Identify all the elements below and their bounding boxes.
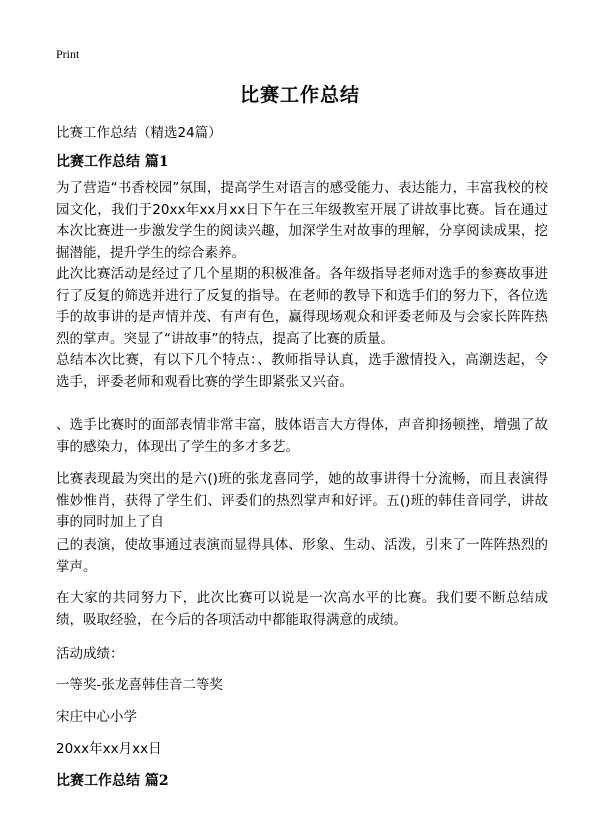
paragraph-4: 、选手比赛时的面部表情非常丰富，肢体语言大方得体，声音抑扬顿挫，增强了故事的感染力，体现出了学生的多才多艺。 — [56, 417, 548, 455]
paragraph-1: 为了营造“书香校园”氛围，提高学生对语言的感受能力、表达能力，丰富我校的校园文化，我们于20xx年xx月xx日下午在三年级教室开展了讲故事比赛。旨在通过本次比赛进一步激发学生的阅读兴趣，加深学生对故事的理解，分享阅读成果，挖掘潜能，提升学生的综合素养。 — [56, 180, 548, 261]
paragraph-7: 在大家的共同努力下，此次比赛可以说是一次高水平的比赛。我们要不断总结成绩，吸取经验，在今后的各项活动中都能取得满意的成绩。 — [56, 590, 548, 628]
paragraph-6: 己的表演，使故事通过表演而显得具体、形象、生动、活泼，引来了一阵阵热烈的掌声。 — [56, 537, 548, 575]
school-name: 宋庄中心小学 — [56, 709, 137, 725]
print-link[interactable]: Print — [56, 47, 80, 61]
paragraph-5: 比赛表现最为突出的是六()班的张龙喜同学，她的故事讲得十分流畅，而且表演得惟妙惟肖，获得了学生们、评委们的热烈掌声和好评。五()班的韩佳音同学，讲故事的同时加上了自 — [56, 471, 548, 530]
document-subtitle: 比赛工作总结（精选24篇） — [56, 125, 222, 141]
section-heading-2: 比赛工作总结 篇2 — [56, 773, 169, 789]
paragraph-2: 此次比赛活动是经过了几个星期的积极准备。各年级指导老师对选手的参赛故事进行了反复的筛选并进行了反复的指导。在老师的教导下和选手们的努力下，各位选手的故事讲的是声情并茂、有声有色，赢得现场观众和评委老师及与会家长阵阵热烈的掌声。突显了“讲故事”的特点，提高了比赛的质量。 — [56, 266, 548, 347]
section-heading-1: 比赛工作总结 篇1 — [56, 154, 169, 170]
document-date: 20xx年xx月xx日 — [56, 741, 162, 757]
paragraph-3: 总结本次比赛，有以下几个特点：、教师指导认真，选手激情投入，高潮迭起，令选手，评委老师和观看比赛的学生即紧张又兴奋。 — [56, 352, 548, 390]
page-title: 比赛工作总结 — [239, 84, 360, 106]
results-label: 活动成绩： — [56, 646, 124, 662]
results-line: 一等奖-张龙喜韩佳音二等奖 — [56, 677, 223, 693]
